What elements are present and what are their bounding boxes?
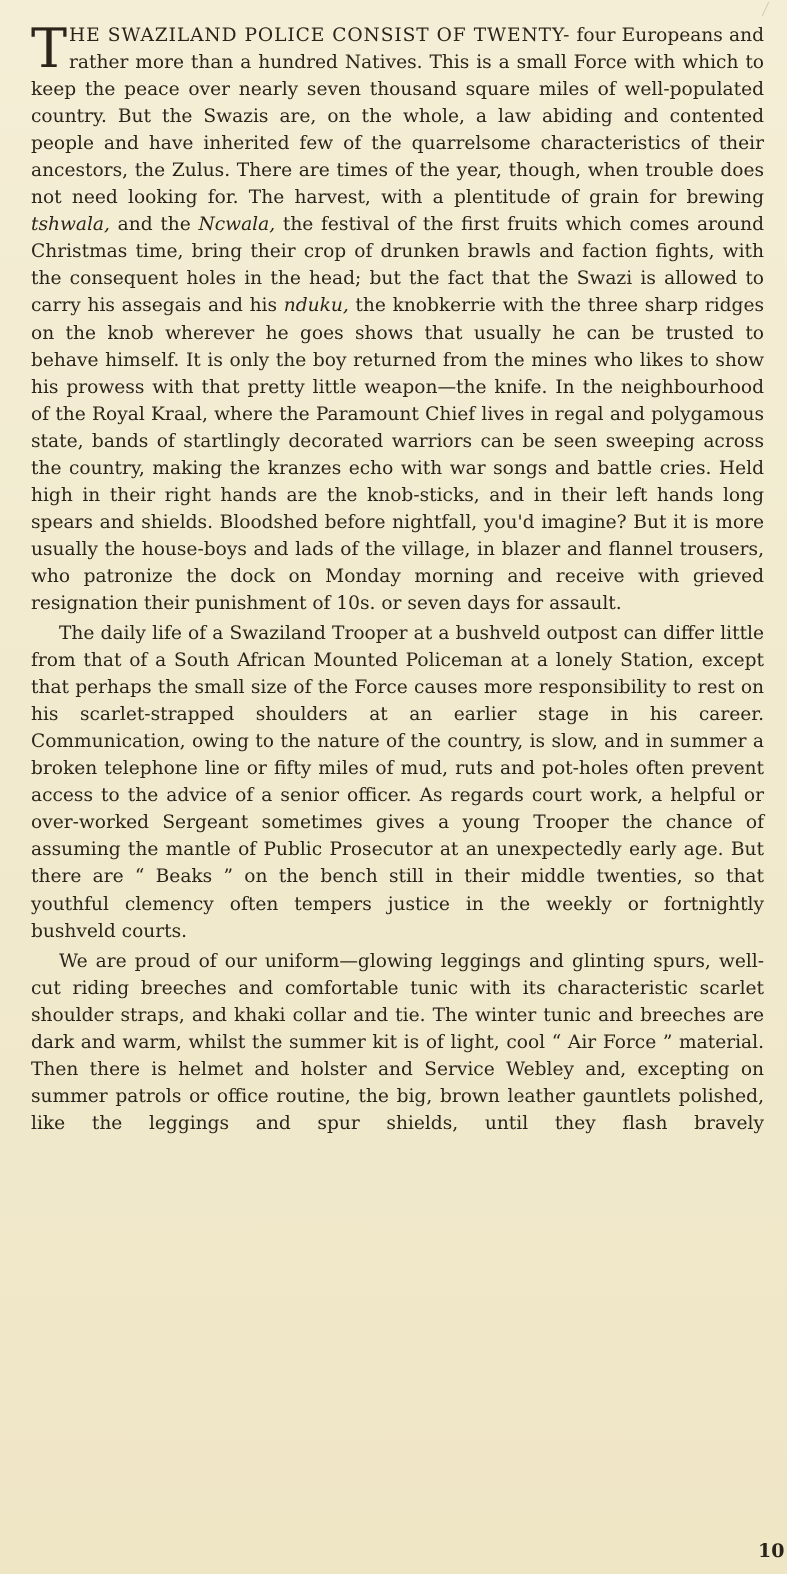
paragraph-1-text-a: four Europeans and rather more than a hundred Natives. This is a small Force with which to keep the peace over nearly seven thousand square miles of well-populated country. But the Swazis are, on the whole, a law abiding and contented people and have inherited few of the quarrelsome characteristics of their ancestors, the Zulus. There are times of the year, though, when trouble does not need looking for. The harvest, with a plentitude of grain for brewing	[31, 25, 765, 209]
italic-tshwala: tshwala,	[31, 214, 110, 236]
paragraph-1	[31, 17, 765, 617]
page-number: 10	[758, 1540, 785, 1562]
corner-pencil-mark	[752, 2, 770, 16]
drop-cap: T	[31, 17, 68, 80]
italic-ncwala: Ncwala,	[198, 214, 276, 236]
paragraph-1-text-c: the festival of the first fruits which comes around Christmas time, bring their crop of drunken brawls and faction fights, with the consequent holes in the head; but the fact that the Swazi is allowed to carry his assegais and his	[31, 214, 764, 317]
paragraph-1-text-d: the knobkerrie with the three sharp ridges on the knob wherever he goes shows that usually he can be trusted to behave himself. It is only the boy returned from the mines who likes to show his prowess with that pretty little weapon—the knife. In the neighbourhood of the Royal Kraal, where the Paramount Chief lives in regal and polygamous state, bands of startlingly decorated warriors can be seen sweeping across the country, making the kranzes echo with war songs and battle cries. Held high in their right hands are the knob-sticks, and in their left hands long spears and shields. Bloodshed before nightfall, you'd imagine? But it is more usually the house-boys and lads of the village, in blazer and flannel trousers, who patronize the dock on Monday morning and receive with grieved resignation their punishment of 10s. or seven days for assault.	[31, 295, 764, 614]
paragraph-3: We are proud of our uniform—glowing leggings and glinting spurs, well-cut riding breeches and comfortable tunic with its characteristic scarlet shoulder straps, and khaki collar and tie. The winter tunic and breeches are dark and warm, whilst the summer kit is of light, cool “ Air Force ” material. Then there is helmet and holster and Service Webley and, excepting on summer patrols or office routine, the big, brown leather gauntlets polished, like the leggings and spur shields, until they flash bravely	[31, 950, 764, 1134]
opening-small-caps: HE SWAZILAND POLICE CONSIST OF TWENTY-	[69, 25, 571, 46]
article-body	[31, 17, 765, 1137]
paragraph-1-text-b: and the	[109, 214, 199, 236]
italic-nduku: nduku,	[283, 295, 349, 317]
paragraph-2: The daily life of a Swaziland Trooper at a bushveld outpost can differ little from that of a South African Mounted Policeman at a lonely Station, except that perhaps the small size of the Force causes more responsibility to rest on his scarlet-strapped shoulders at an earlier stage in his career. Communication, owing to the nature of the country, is slow, and in summer a broken telephone line or fifty miles of mud, ruts and pot-holes often prevent access to the advice of a senior officer. As regards court work, a helpful or over-worked Sergeant sometimes gives a young Trooper the chance of assuming the mantle of Public Prosecutor at an unexpectedly early age. But there are “ Beaks ” on the bench still in their middle twenties, so that youthful clemency often tempers justice in the weekly or fortnightly bushveld courts.	[31, 623, 764, 942]
